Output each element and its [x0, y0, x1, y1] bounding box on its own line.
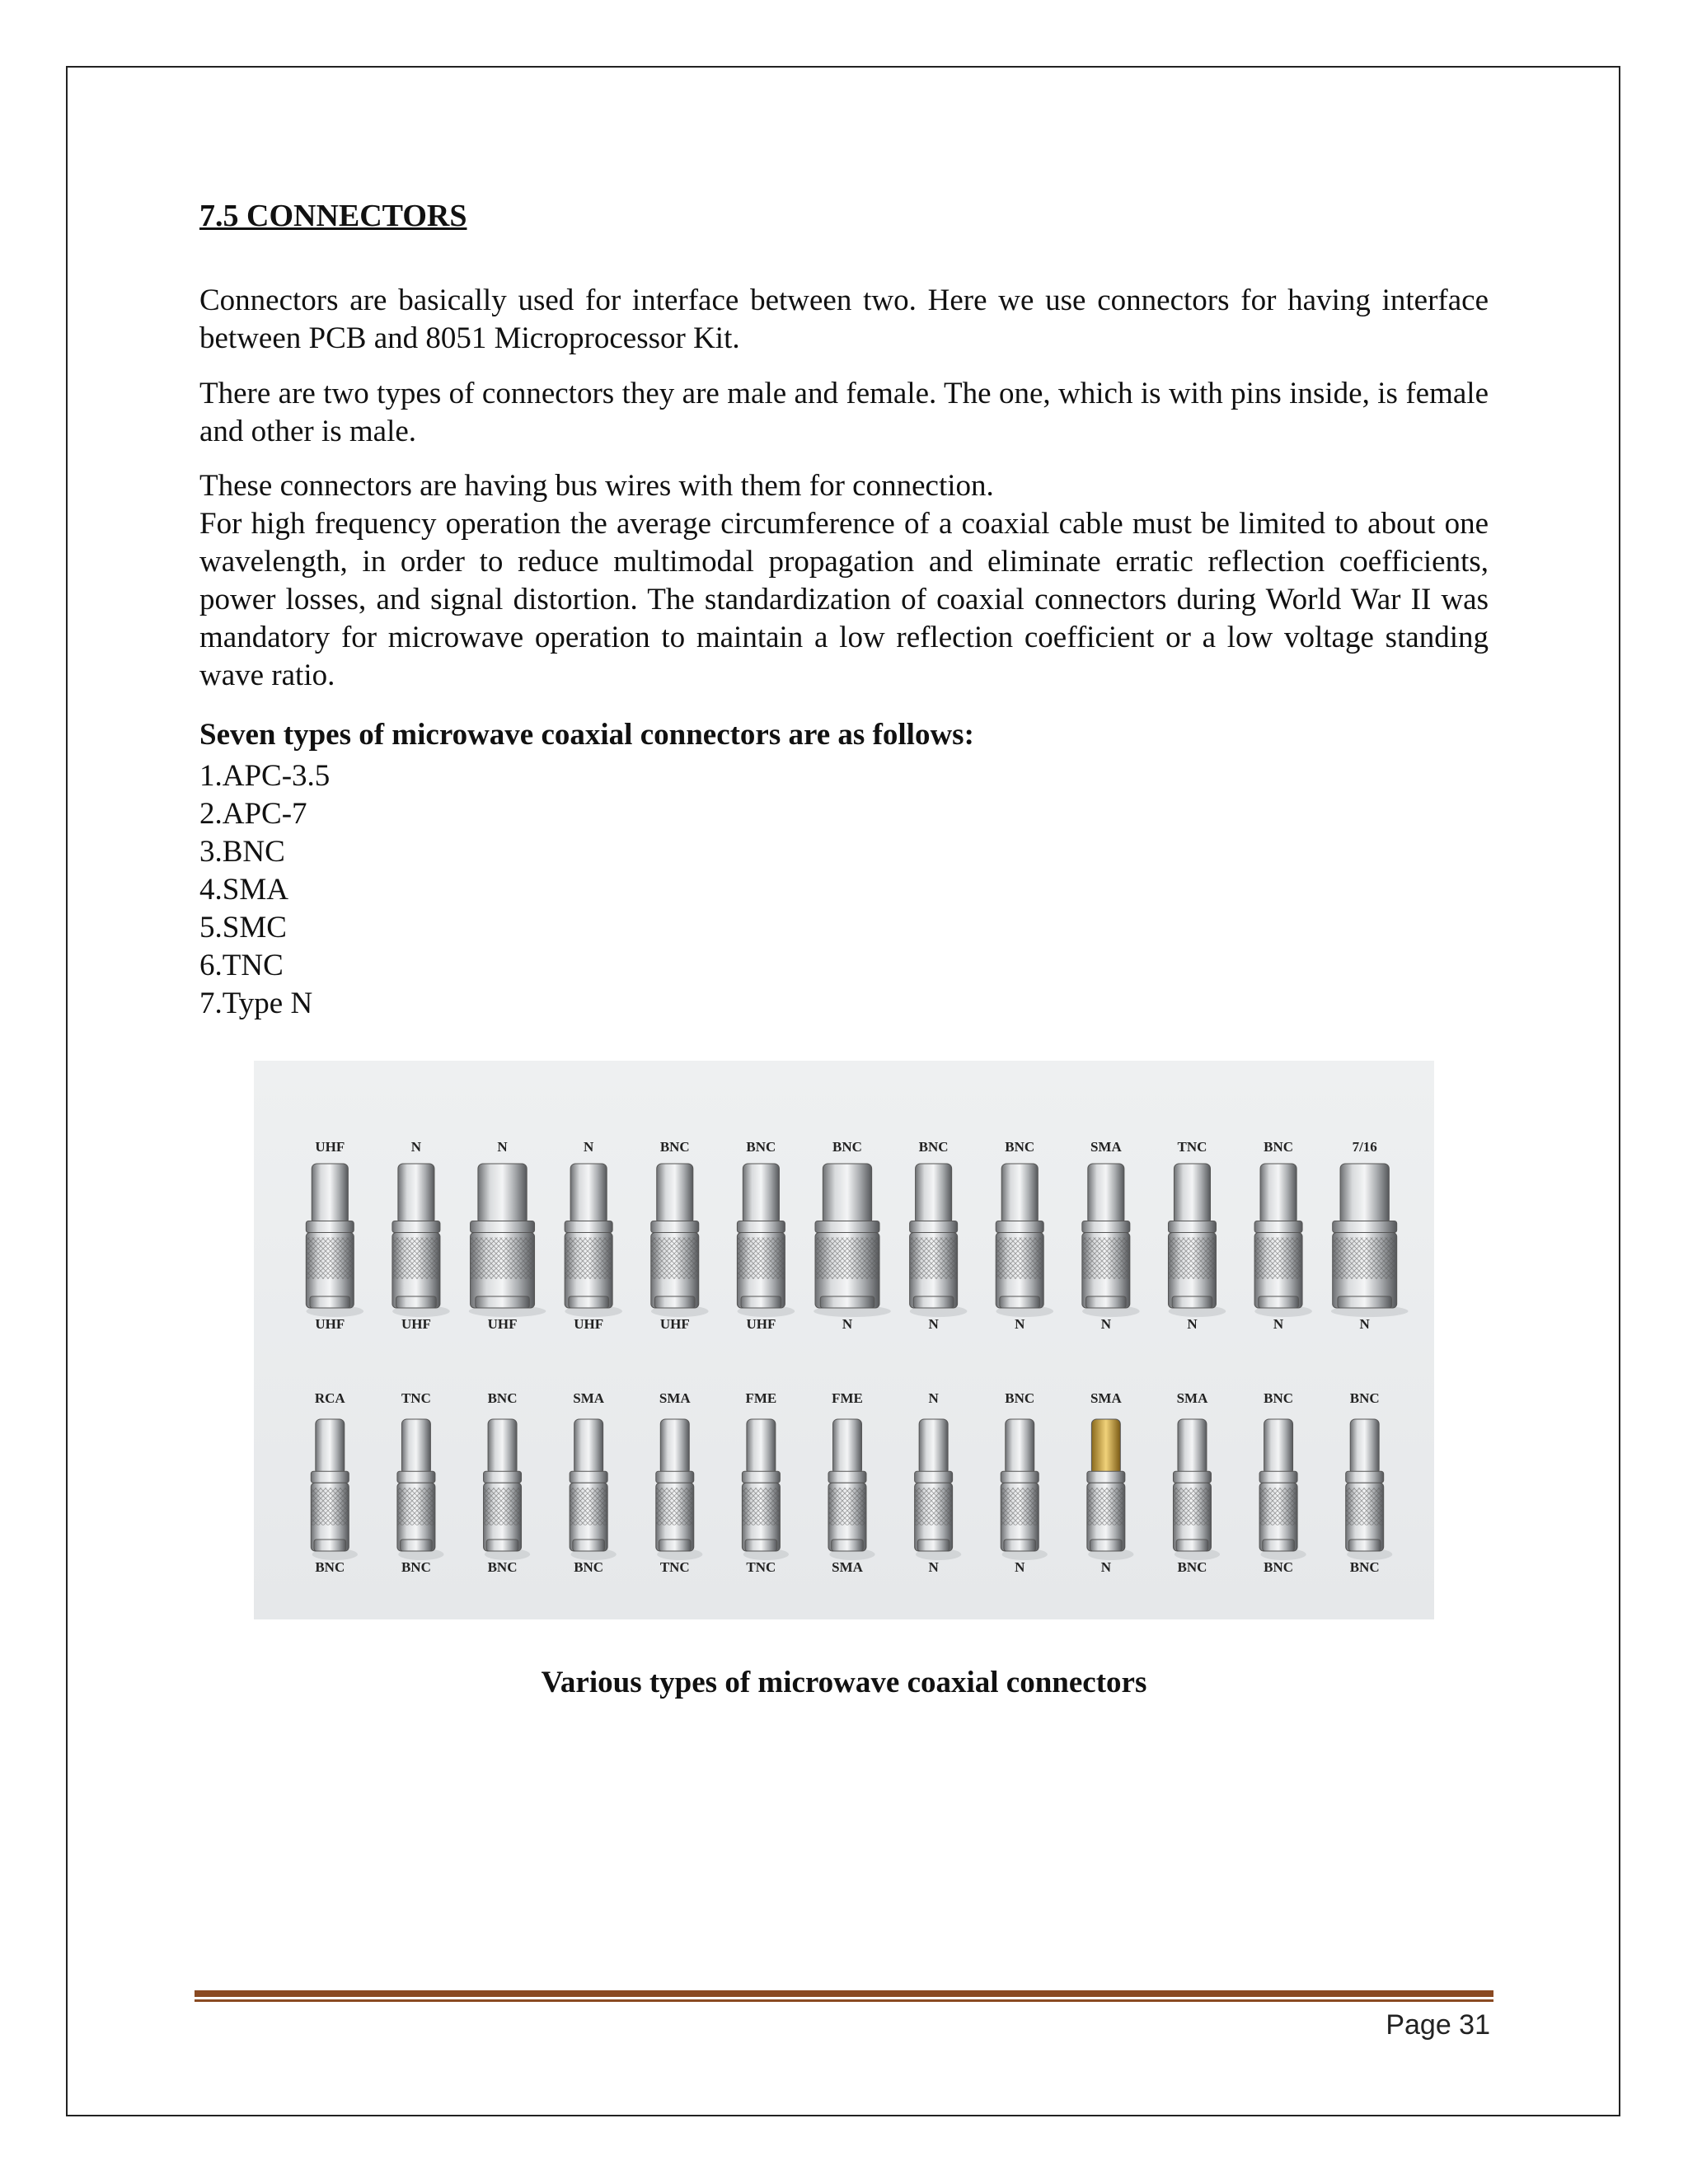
connector	[742, 1419, 789, 1560]
connector-bottom-label: TNC	[746, 1559, 776, 1575]
connector-top-label: SMA	[1090, 1390, 1122, 1406]
list-item: 3.BNC	[199, 835, 285, 869]
connector	[392, 1164, 450, 1317]
list-item: 6.TNC	[199, 949, 284, 982]
connector-top-label: FME	[832, 1390, 863, 1406]
connector	[1001, 1419, 1048, 1560]
connector-top-label: FME	[745, 1390, 777, 1406]
connector-top-label: BNC	[1005, 1390, 1035, 1406]
paragraph-3: These connectors are having bus wires with them for connection.	[199, 469, 994, 503]
connector-top-label: BNC	[1264, 1390, 1294, 1406]
connector-bottom-label: N	[842, 1316, 853, 1332]
connector-top-label: SMA	[573, 1390, 605, 1406]
connector-top-label: SMA	[659, 1390, 691, 1406]
section-heading: 7.5 CONNECTORS	[199, 199, 467, 233]
connector-bottom-label: BNC	[401, 1559, 431, 1575]
connector-top-label: BNC	[659, 1139, 690, 1155]
connector-top-label: 7/16	[1352, 1139, 1377, 1155]
connector	[565, 1164, 622, 1317]
connector	[311, 1419, 358, 1560]
list-title: Seven types of microwave coaxial connectors are as follows:	[199, 718, 974, 752]
connector-top-label: BNC	[1005, 1139, 1035, 1155]
connector-bottom-label: BNC	[315, 1559, 345, 1575]
footer-rule-thin	[195, 1999, 1493, 2002]
connector-top-label: TNC	[401, 1390, 431, 1406]
list-item: 4.SMA	[199, 873, 288, 907]
connector	[484, 1419, 531, 1560]
connector	[996, 1164, 1053, 1317]
connector-bottom-label: BNC	[1177, 1559, 1207, 1575]
connector	[828, 1419, 875, 1560]
connector-top-label: BNC	[832, 1139, 862, 1155]
connector	[1087, 1419, 1134, 1560]
connector-bottom-label: BNC	[1349, 1559, 1380, 1575]
connector	[1173, 1419, 1220, 1560]
connector	[656, 1419, 703, 1560]
connector-top-label: SMA	[1176, 1390, 1208, 1406]
paragraph-4: For high frequency operation the average circumference of a coaxial cable must be limited to about one wavelength, in order to reduce multimodal propagation and eliminate erratic reflection coefficients, power losses, and signal distortion. The standardization of coaxial connectors during World War II was mandatory for microwave operation to maintain a low reflection coefficient or a low voltage standing wave ratio.	[199, 507, 1489, 692]
connector-bottom-label: N	[1100, 1559, 1111, 1575]
list-item: 5.SMC	[199, 911, 287, 944]
connectors-illustration	[254, 1061, 1434, 1619]
connector-bottom-label: N	[1359, 1316, 1370, 1332]
connector	[737, 1164, 795, 1317]
connector-bottom-label: N	[928, 1316, 939, 1332]
connector-bottom-label: SMA	[832, 1559, 863, 1575]
connector-top-label: BNC	[1349, 1390, 1380, 1406]
connector-top-label: BNC	[487, 1390, 518, 1406]
connector	[469, 1164, 546, 1317]
connector-bottom-label: TNC	[659, 1559, 690, 1575]
connector	[1082, 1164, 1140, 1317]
connector-bottom-label: UHF	[487, 1316, 518, 1332]
connector	[814, 1164, 891, 1317]
connector-types-list	[199, 757, 330, 1023]
list-item: 1.APC-3.5	[199, 759, 331, 793]
list-item: 2.APC-7	[199, 797, 307, 831]
connector-bottom-label: BNC	[1264, 1559, 1294, 1575]
connector-top-label: UHF	[315, 1139, 345, 1155]
connector-top-label: N	[497, 1139, 508, 1155]
connector-bottom-label: N	[928, 1559, 939, 1575]
connector-top-label: RCA	[314, 1390, 345, 1406]
connector-bottom-label: UHF	[315, 1316, 345, 1332]
page-number: Page 31	[1386, 2009, 1490, 2041]
connector	[651, 1164, 709, 1317]
connector	[1254, 1164, 1312, 1317]
connector-bottom-label: UHF	[659, 1316, 690, 1332]
connectors-photo	[254, 1061, 1434, 1619]
connector-bottom-label: N	[1100, 1316, 1111, 1332]
connector-top-label: SMA	[1090, 1139, 1122, 1155]
figure-caption: Various types of microwave coaxial connectors	[541, 1666, 1147, 1699]
connector	[397, 1419, 444, 1560]
connector-top-label: BNC	[918, 1139, 949, 1155]
connector-bottom-label: UHF	[746, 1316, 776, 1332]
connector-top-label: N	[584, 1139, 594, 1155]
connector-bottom-label: N	[1015, 1559, 1025, 1575]
paragraph-2: There are two types of connectors they are male and female. The one, which is with pins inside, is female and other is male.	[199, 377, 1489, 448]
connector	[306, 1164, 363, 1317]
connector	[570, 1419, 617, 1560]
connector	[910, 1164, 968, 1317]
connector-top-label: N	[928, 1390, 939, 1406]
paragraph-1: Connectors are basically used for interface between two. Here we use connectors for having interface between PCB and 8051 Microprocessor Kit.	[199, 284, 1489, 355]
connector-top-label: N	[410, 1139, 422, 1155]
connector-top-label: BNC	[746, 1139, 776, 1155]
connector-bottom-label: BNC	[574, 1559, 604, 1575]
connector-bottom-label: UHF	[574, 1316, 604, 1332]
connector	[1168, 1164, 1226, 1317]
list-item: 7.Type N	[199, 987, 313, 1020]
connector-top-label: BNC	[1264, 1139, 1294, 1155]
connector	[915, 1419, 962, 1560]
connector	[1346, 1419, 1393, 1560]
connector-bottom-label: UHF	[401, 1316, 431, 1332]
connector-bottom-label: N	[1015, 1316, 1025, 1332]
connector	[1259, 1419, 1306, 1560]
connector	[1331, 1164, 1409, 1317]
connector-bottom-label: N	[1273, 1316, 1284, 1332]
footer-rule	[195, 1990, 1493, 1997]
connector-bottom-label: BNC	[487, 1559, 518, 1575]
connector-top-label: TNC	[1177, 1139, 1207, 1155]
connector-bottom-label: N	[1187, 1316, 1198, 1332]
